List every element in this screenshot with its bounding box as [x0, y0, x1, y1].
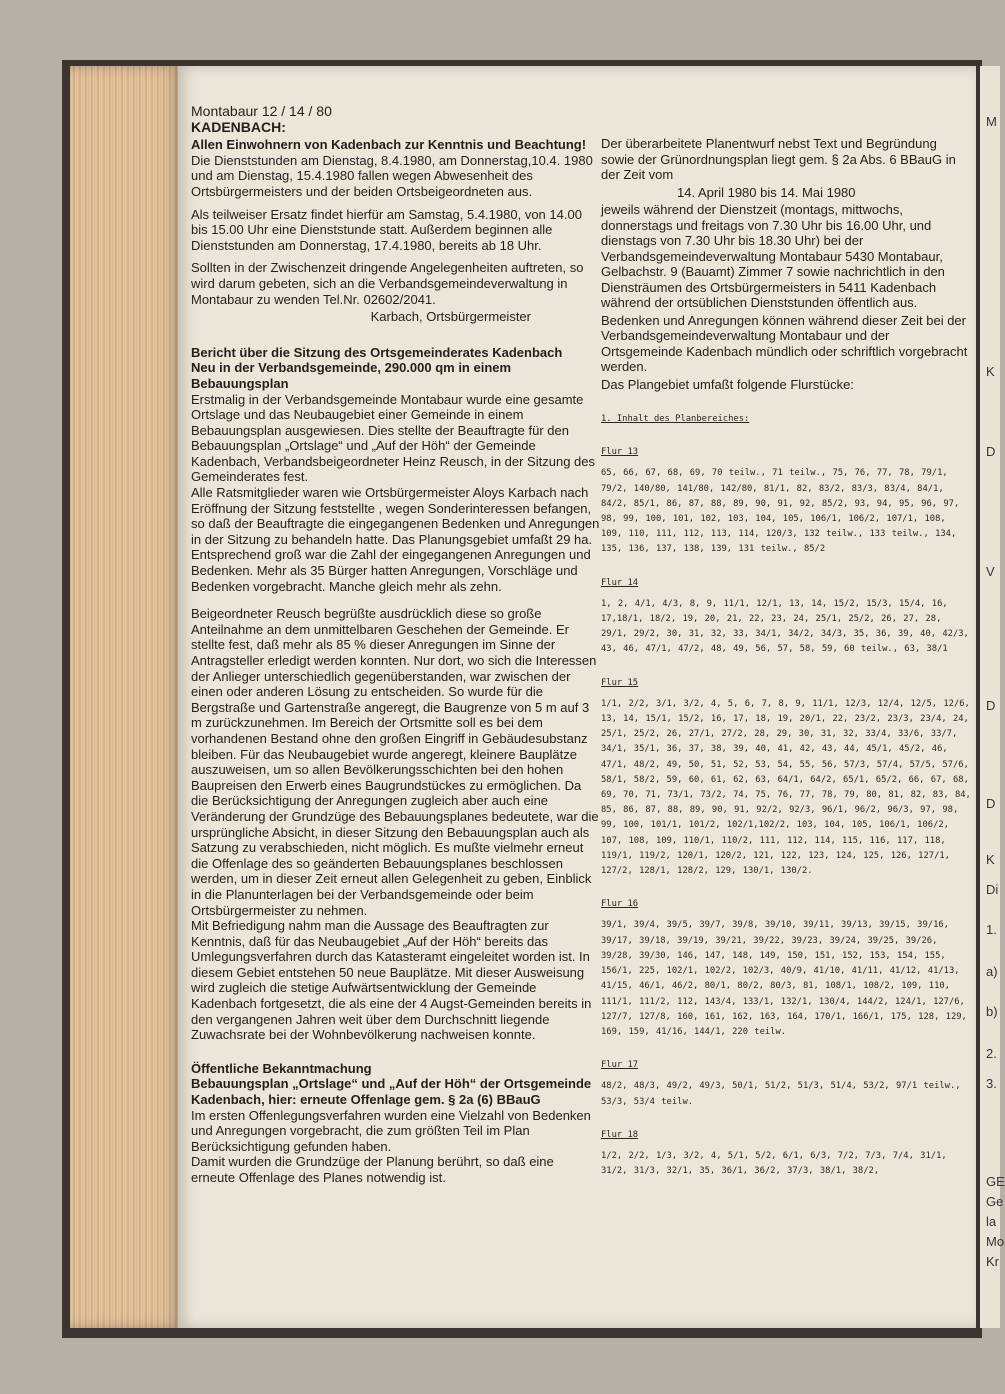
fragment: b) — [986, 1004, 998, 1019]
report-subtitle: Neu in der Verbandsgemeinde, 290.000 qm in einem Bebauungsplan — [191, 360, 512, 391]
fragment: Mo — [986, 1234, 1005, 1249]
flur-14-title: Flur 14 — [601, 577, 639, 588]
report-paragraph: Beigeordneter Reusch begrüßte ausdrücklich diese so große Anteilnahme an dem unmittelbaren Geschehen der Gemeinde. Er stellte fest, daß mehr als 85 % dieser Anregungen im Sinne der Antragsteller erledigt werden konnten. Nur dort, wo sich die Interessen der Anlieger unterschiedlich gegenüberstanden, war zwischen der einen oder anderen Lösung zu entscheiden. So wurde für die Bergstraße und Gartenstraße angeregt, die Baugrenze von 5 m auf 3 m zurückzunehmen. Im Bereich der Ortsmitte soll es bei dem vorhandenen Bestand ohne den großen Eingriff in Gebäudesubstanz bleiben. Für das Neubaugebiet wurde angeregt, kleinere Bauplätze auszuweisen, um so allen Bevölkerungsschichten bei den hohen Baupreisen den Erwerb eines Baugrundstückes zu ermöglichen. Da die Berücksichtigung der Anregungen zugleich aber auch eine Veränderung der Grundzüge des Bebauungsplanes bedeutete, war die ursprüngliche Absicht, in dieser Sitzung den Bebauungsplan auch als Satzung zu verabschieden, nicht möglich. Es mußte vielmehr erneut die Offenlage des so geänderten Bebauungsplanes beschlossen werden, um in dieser Zeit erneut allen Gelegenheit zu geben, Einblick in die Planunterlagen bei der Verbandsgemeinde oder beim Ortsbürgermeister zu nehmen. — [191, 606, 599, 918]
flur-15-list: 1/1, 2/2, 3/1, 3/2, 4, 5, 6, 7, 8, 9, 11/1, 12/3, 12/4, 12/5, 12/6, 13, 14, 15/1, 15/2, 16, 17, 18, 19, 20/1, 22, 23/2, 23/3, 23/4, 24, 25/1, 25/2, 26, 27/1, 27/2, 28, 29, 30, 31, 32, 33/4, 33/6, 33/7, 34/1, 35/1, 36, 37, 38, 39, 40, 41, 42, 43, 44, 45/1, 45/2, 46, 47/1, 48/2, 49, 50, 51, 52, 53, 54, 55, 56, 57/3, 57/4, 57/5, 57/6, 58/1, 58/2, 59, 60, 61, 62, 63, 64/1, 64/2, 65/1, 65/2, 66, 67, 68, 69, 70, 71, 73/1, 73/2, 74, 75, 76, 77, 78, 79, 80, 81, 82, 83, 84, 85, 86, 87, 88, 89, 90, 91, 92/2, 92/3, 96/1, 96/2, 96/3, 97, 98, 99, 100, 101/1, 101/2, 102/1,102/2, 103, 104, 105, 106/1, 106/2, 107, 108, 109, 110/1, 110/2, 111, 112, 114, 115, 116, 117, 118, 119/1, 119/2, 120/1, 120/2, 121, 122, 123, 124, 125, 126, 127/1, 127/2, 128/1, 128/2, 129, 130/1, 130/2. — [601, 698, 971, 877]
fragment: M — [986, 114, 997, 129]
flur-13-title: Flur 13 — [601, 447, 639, 458]
flur-16-list: 39/1, 39/4, 39/5, 39/7, 39/8, 39/10, 39/11, 39/13, 39/15, 39/16, 39/17, 39/18, 39/19, 39/21, 39/22, 39/23, 39/24, 39/25, 39/26, 39/28, 39/30, 146, 147, 148, 149, 150, 151, 152, 153, 154, 155, 156/1, 225, 102/1, 102/2, 102/3, 40/9, 41/10, 41/11, 41/12, 41/13, 41/15, 46/1, 46/2, 80/1, 80/2, 80/3, 81, 108/1, 108/2, 109, 110, 111/1, 111/2, 112, 143/4, 133/1, 132/1, 130/4, 144/2, 124/1, 127/6, 127/7, 127/8, 160, 161, 162, 163, 164, 170/1, 166/1, 175, 128, 129, 169, 159, 41/16, 144/1, 220 teilw. — [601, 920, 967, 1037]
flur-18-list: 1/2, 2/2, 1/3, 3/2, 4, 5/1, 5/2, 6/1, 6/3, 7/2, 7/3, 7/4, 31/1, 31/2, 31/3, 32/1, 35, 36/1, 36/2, 37/3, 38/1, 38/2, — [601, 1150, 947, 1177]
fragment: K — [986, 852, 995, 867]
report-title: Bericht über die Sitzung des Ortsgemeinderates Kadenbach — [191, 344, 563, 360]
notice-title: Allen Einwohnern von Kadenbach zur Kenntnis und Beachtung! — [191, 137, 587, 153]
fragment: Di — [986, 882, 999, 897]
flur-17-list: 48/2, 48/3, 49/2, 49/3, 50/1, 51/2, 51/3, 51/4, 53/2, 97/1 teilw., 53/3, 53/4 teilw. — [601, 1081, 961, 1107]
fragment: 2. — [986, 1046, 997, 1061]
fragment: GE — [986, 1174, 1005, 1189]
place-heading: KADENBACH: — [191, 118, 286, 135]
adjacent-page-strip — [980, 66, 1005, 1328]
plan-contents-heading: 1. Inhalt des Planbereiches: — [601, 414, 750, 424]
public-notice-title: Öffentliche Bekanntmachung — [191, 1060, 372, 1076]
flur-15-title: Flur 15 — [601, 677, 639, 688]
right-paragraph: Der überarbeitete Planentwurf nebst Text und Begründung sowie der Grünordnungsplan liegt gem. § 2a Abs. 6 BBauG in der Zeit vom — [601, 136, 956, 182]
right-paragraph: Das Plangebiet umfaßt folgende Flurstücke: — [601, 376, 854, 392]
fragment: D — [986, 796, 996, 811]
public-notice-paragraph: Damit wurden die Grundzüge der Planung berührt, so daß eine erneute Offenlage des Planes notwendig ist. — [191, 1154, 554, 1185]
right-column — [601, 136, 971, 1181]
right-paragraph: Bedenken und Anregungen können während dieser Zeit bei der Verbandsgemeindeverwaltung Montabaur und der Ortsgemeinde Kadenbach mündlich oder schriftlich vorgebracht werden. — [601, 312, 968, 374]
fragment: 1. — [986, 922, 997, 937]
fragment: a) — [986, 964, 998, 979]
fragment: Ge — [986, 1194, 1004, 1209]
report-paragraph: Erstmalig in der Verbandsgemeinde Montabaur wurde eine gesamte Ortslage und das Neubaugebiet einer Gemeinde in einem Bebauungsplan ausgewiesen. Dies stellte der Beauftragte für den Bebauungsplan „Ortslage“ und „Auf der Höh“ der Gemeinde Kadenbach, Verbandsbeigeordneter Heinz Reusch, in der Sitzung des Gemeinderates fest. — [191, 391, 595, 485]
notice-paragraph: Als teilweiser Ersatz findet hierfür am Samstag, 5.4.1980, von 14.00 bis 15.00 Uhr eine Dienststunde statt. Außerdem beginnen alle Dienststunden am Donnerstag, 17.4.1980, bereits ab 18 Uhr. — [191, 206, 582, 253]
notice-paragraph: Die Dienststunden am Dienstag, 8.4.1980, am Donnerstag,10.4. 1980 und am Dienstag, 15.4.1980 fallen wegen Abwesenheit des Ortsbürgermeisters und der beiden Ortsbeigeordneten aus. — [191, 152, 593, 199]
date-range: 14. April 1980 bis 14. Mai 1980 — [677, 184, 856, 200]
flur-13-list: 65, 66, 67, 68, 69, 70 teilw., 71 teilw., 75, 76, 77, 78, 79/1, 79/2, 140/80, 141/80, 142/80, 81/1, 82, 83/2, 83/3, 83/4, 84/1, 84/2, 85/1, 86, 87, 88, 89, 90, 91, 92, 85/2, 93, 94, 95, 96, 97, 98, 99, 100, 101, 102, 103, 104, 105, 106/1, 106/2, 107/1, 108, 109, 110, 111, 112, 113, 114, 120/3, 132 teilw., 133 teilw., 134, 135, 136, 137, 138, 139, 131 teilw., 85/2 — [601, 468, 960, 555]
fragment: K — [986, 364, 995, 379]
fragment: V — [986, 564, 995, 579]
page-stack-edge — [70, 66, 182, 1328]
flur-16-title: Flur 16 — [601, 899, 639, 910]
flur-17-title: Flur 17 — [601, 1060, 639, 1071]
report-paragraph: Alle Ratsmitglieder waren wie Ortsbürgermeister Aloys Karbach nach Eröffnung der Sitzung feststellte , wegen Sonderinteressen befangen, so daß der Beauftragte die eingegangenen Bedenken und Anregungen in der Sitzung zu behandeln hatte. Das Planungsgebiet umfaßt 29 ha. Entsprechend groß war die Zahl der eingegangenen Anregungen und Bedenken. Mehr als 35 Bürger hatten Anregungen, Vorschläge und Bedenken vorgebracht. Manche gleich mehr als zehn. — [191, 485, 600, 594]
public-notice-subtitle: Bebauungsplan „Ortslage“ und „Auf der Höh“ der Ortsgemeinde Kadenbach, hier: erneute Offenlage gem. § 2a (6) BBauG — [191, 1076, 592, 1108]
right-paragraph: jeweils während der Dienstzeit (montags, mittwochs, donnerstags und freitags von 7.30 Uhr bis 16.00 Uhr, und dienstags von 7.30 Uhr bis 18.30 Uhr) bei der Verbandsgemeindeverwaltung Montabaur 5430 Montabaur, Gelbachstr. 9 (Bauamt) Zimmer 7 sowie nachrichtlich in den Diensträumen des Ortsbürgermeisters in 5411 Kadenbach während der ortsüblichen Dienststunden öffentlich aus. — [601, 202, 945, 310]
flur-18-title: Flur 18 — [601, 1129, 639, 1140]
fragment: 3. — [986, 1076, 997, 1091]
issue-line: Montabaur 12 / 14 / 80 — [191, 103, 332, 119]
public-notice-paragraph: Im ersten Offenlegungsverfahren wurden eine Vielzahl von Bedenken und Anregungen vorgebracht, die zum größten Teil im Plan Berücksichtigung gefunden haben. — [191, 1107, 591, 1154]
fragment: D — [986, 698, 996, 713]
notice-paragraph: Sollten in der Zwischenzeit dringende Angelegenheiten auftreten, so wird darum gebeten, sich an die Verbandsgemeindeverwaltung in Montabaur zu wenden Tel.Nr. 02602/2041. — [191, 260, 584, 307]
flur-14-list: 1, 2, 4/1, 4/3, 8, 9, 11/1, 12/1, 13, 14, 15/2, 15/3, 15/4, 16, 17,18/1, 18/2, 19, 20, 21, 22, 23, 24, 25/1, 25/2, 26, 27, 28, 29/1, 29/2, 30, 31, 32, 33, 34/1, 34/2, 34/3, 35, 36, 39, 40, 42/3, 43, 46, 47/1, 47/2, 48, 49, 56, 57, 58, 59, 60 teilw., 63, 38/1 — [601, 598, 969, 655]
fragment: la — [986, 1214, 997, 1229]
report-paragraph: Mit Befriedigung nahm man die Aussage des Beauftragten zur Kenntnis, daß für das Neubaugebiet „Auf der Höh“ bereits das Umlegungsverfahren durch das Katasteramt eingeleitet worden ist. In diesem Gebiet entstehen 50 neue Bauplätze. Mit dieser Ausweisung wird zugleich die stetige Aufwärtsentwicklung der Gemeinde Kadenbach fortgesetzt, die als eine der 4 Augst-Gemeinden bereits in den vergangenen Jahren weit über dem Durchschnitt liegende Zuwachsrate bei der Wohnbevölkerung nachweisen konnte. — [191, 918, 592, 1043]
signature-line: Karbach, Ortsbürgermeister — [370, 309, 531, 325]
fragment: Kr — [986, 1254, 999, 1269]
left-column — [191, 104, 601, 1193]
fragment: D — [986, 444, 996, 459]
